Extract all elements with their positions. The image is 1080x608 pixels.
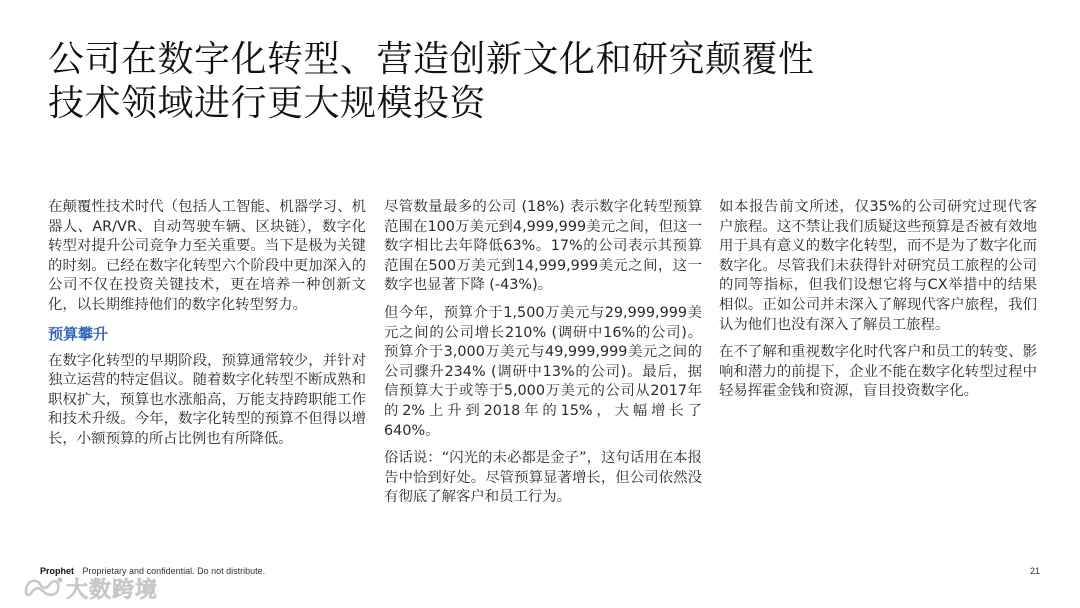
column-1-paragraph-2: 在数字化转型的早期阶段，预算通常较少，并针对独立运营的特定倡议。随着数字化转型不断成熟和职权扩大，预算也水涨船高，万能支持跨职能工作和技术升级。今年，数字化转型的预算不但得以增长，小额预算的所占比例也有所降低。 <box>48 352 366 447</box>
column-1-paragraph-1: 在颠覆性技术时代（包括人工智能、机器学习、机器人、AR/VR、自动驾驶车辆、区块链），数字化转型对提升公司竞争力至关重要。当下是极为关键的时刻。已经在数字化转型六个阶段中更加深入的公司不仅在投资关键技术，更在培养一种创新文化，以长期维持他们的数字化转型努力。 <box>48 199 366 313</box>
page-number: 21 <box>1029 566 1040 576</box>
text-column-3 <box>719 198 1037 410</box>
text-column-2 <box>384 198 702 516</box>
column-2-paragraph-3: 俗话说：“闪光的未必都是金子”，这句话用在本报告中恰到好处。尽管预算显著增长，但公司依然没有彻底了解客户和员工行为。 <box>384 450 702 506</box>
watermark-logo-icon <box>20 572 64 604</box>
footer-brand: Prophet <box>40 566 75 576</box>
column-3-paragraph-1: 如本报告前文所述，仅35%的公司研究过现代客户旅程。这不禁让我们质疑这些预算是否被有效地用于具有意义的数字化转型，而不是为了数字化而数字化。尽管我们未获得针对研究员工旅程的公司的同等指标，但我们设想它将与CX举措中的结果相似。正如公司并未深入了解现代客户旅程，我们认为他们也没有深入了解员工旅程。 <box>719 199 1037 333</box>
watermark-text: 大数跨境 <box>66 577 159 603</box>
footer-notice: Proprietary and confidential. Do not distribute. <box>82 566 266 576</box>
text-column-1 <box>48 198 366 458</box>
budget-rise-subheading: 预算攀升 <box>48 324 109 343</box>
slide-title <box>48 38 1028 126</box>
slide-title-line-2: 技术领域进行更大规模投资 <box>48 83 487 124</box>
watermark <box>20 572 158 604</box>
slide-title-line-1: 公司在数字化转型、营造创新文化和研究颠覆性 <box>48 39 815 80</box>
column-2-paragraph-2: 但今年，预算介于1,500万美元与29,999,999美元之间的公司增长210% (调研中16%的公司)。预算介于3,000万美元与49,999,999美元之间的公司骤升234% (调研中13%的公司)。最后，据信预算大于或等于5,000万美元的公司从2017年的2%上升到2018年的15%，大幅增长了640%。 <box>384 304 702 439</box>
column-2-paragraph-1: 尽管数量最多的公司 (18%) 表示数字化转型预算范围在100万美元到4,999,999美元之间，但这一数字相比去年降低63%。17%的公司表示其预算范围在500万美元到14,999,999美元之间，这一数字也显著下降 (-43%)。 <box>384 199 702 294</box>
column-3-paragraph-2: 在不了解和重视数字化时代客户和员工的转变、影响和潜力的前提下，企业不能在数字化转型过程中轻易挥霍金钱和资源，盲目投资数字化。 <box>719 344 1037 400</box>
